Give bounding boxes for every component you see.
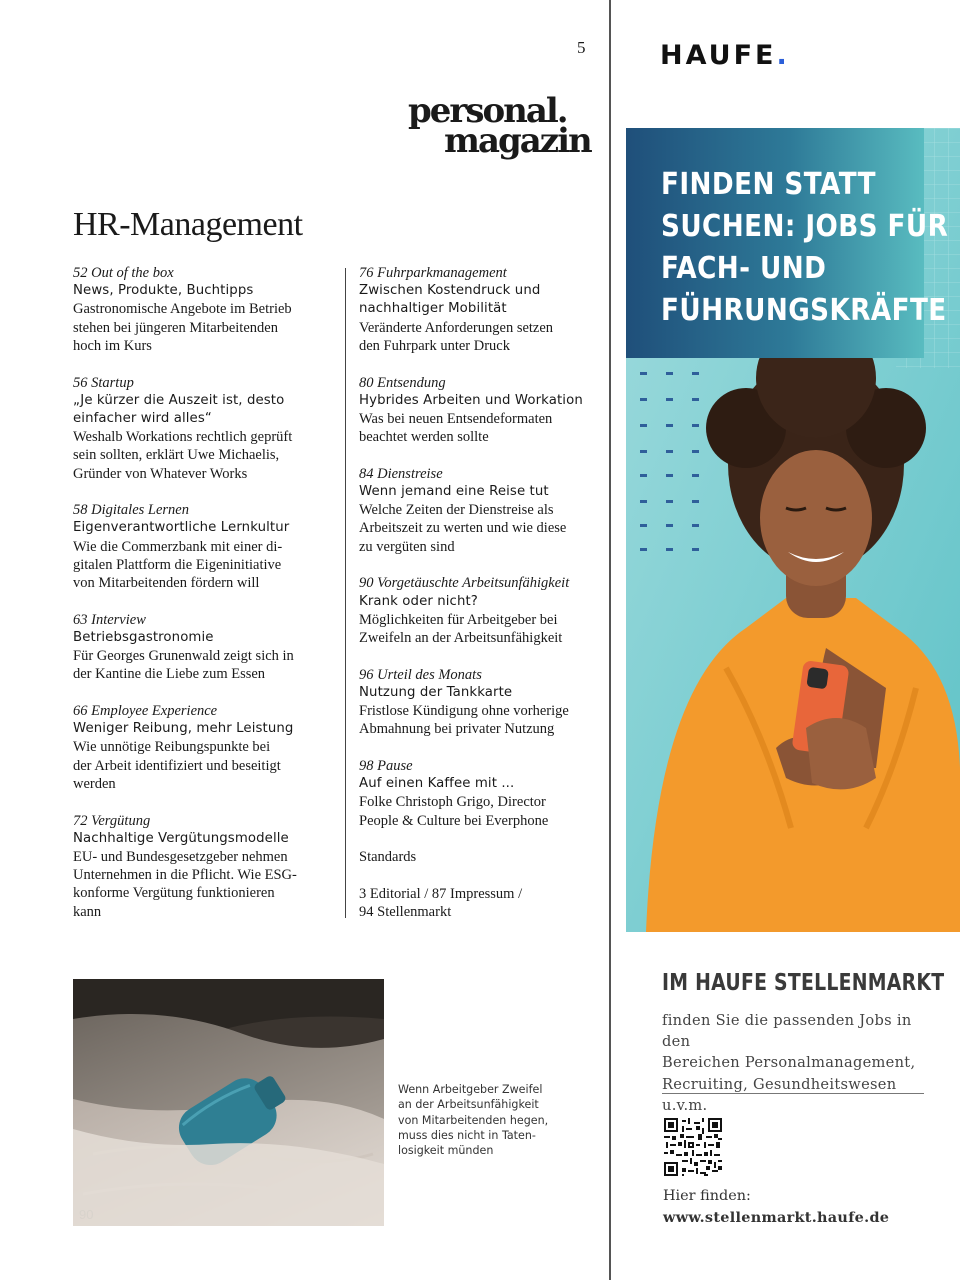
toc-entry-headline: News, Produkte, Buchtipps [73, 283, 254, 299]
toc-entry-teaser: sein sollten, erklärt Uwe Michaelis, [73, 447, 280, 464]
ad-description [662, 1010, 942, 1116]
toc-entry-teaser: Abmahnung bei privater Nutzung [359, 721, 555, 738]
toc-entry[interactable] [359, 264, 604, 355]
toc-entry-headline: Krank oder nicht? [359, 593, 478, 609]
toc-entry-rubric: 66 Employee Experience [73, 703, 218, 720]
ad-description-line: Bereichen Personalmanagement, [662, 1054, 916, 1072]
toc-entry-headline: Hybrides Arbeiten und Workation [359, 392, 583, 408]
toc-entry-teaser: kann [73, 903, 102, 920]
ad-headline-banner [626, 128, 949, 358]
toc-entry-teaser: Unternehmen in die Pflicht. Wie ESG- [73, 867, 297, 884]
toc-entry[interactable] [73, 812, 343, 921]
toc-entry-teaser: Welche Zeiten der Dienstreise als [359, 502, 554, 519]
toc-entry-headline: Nutzung der Tankkarte [359, 684, 513, 700]
toc-entry-rubric: 58 Digitales Lernen [73, 502, 189, 519]
page-divider [609, 0, 611, 1280]
toc-entry[interactable] [359, 465, 604, 556]
job-market-ad[interactable] [626, 128, 960, 932]
ad-headline-line: FACH- UND [661, 251, 827, 286]
toc-column-left [73, 264, 343, 939]
ad-rule [662, 1093, 924, 1094]
magazine-logo [408, 91, 594, 161]
toc-entry[interactable] [73, 611, 343, 684]
haufe-logo-dot: . [776, 40, 787, 71]
toc-column-right [359, 264, 604, 940]
toc-entry[interactable] [359, 574, 604, 647]
toc-entry-teaser: beachtet werden sollte [359, 429, 489, 446]
toc-entry-rubric: 90 Vorgetäuschte Arbeitsunfähigkeit [359, 575, 570, 592]
toc-entry-teaser: den Fuhrpark unter Druck [359, 337, 510, 354]
toc-entry-teaser: Folke Christoph Grigo, Director [359, 794, 546, 811]
haufe-logo-text: HAUFE [660, 40, 777, 71]
toc-entry-headline: Zwischen Kostendruck und [359, 283, 541, 299]
toc-entry-teaser: Fristlose Kündigung ohne vorherige [359, 703, 569, 720]
toc-entry-teaser: Zweifeln an der Arbeitsunfähigkeit [359, 629, 563, 646]
toc-entry[interactable] [359, 885, 604, 921]
toc-entry[interactable] [359, 757, 604, 830]
toc-entry-headline: Wenn jemand eine Reise tut [359, 484, 549, 500]
toc-entry-teaser: zu vergüten sind [359, 538, 455, 555]
toc-entry[interactable] [359, 666, 604, 739]
toc-entry[interactable] [73, 501, 343, 592]
toc-entry-headline: Betriebsgastronomie [73, 629, 214, 645]
toc-entry-teaser: Für Georges Grunenwald zeigt sich in [73, 648, 294, 665]
toc-entry[interactable] [73, 702, 343, 793]
toc-entry-rubric: 63 Interview [73, 611, 146, 628]
caption-line: muss dies nicht in Taten- [398, 1128, 536, 1142]
toc-entry-teaser: Weshalb Workations rechtlich geprüft [73, 429, 293, 446]
section-title: HR-Management [73, 206, 303, 243]
toc-entry-headline: nachhaltiger Mobilität [359, 301, 507, 317]
toc-entry-teaser: der Kantine die Liebe zum Essen [73, 666, 266, 683]
toc-entry-headline: Weniger Reibung, mehr Leistung [73, 721, 294, 737]
toc-entry-headline: „Je kürzer die Auszeit ist, desto [73, 392, 285, 408]
ad-description-line: Recruiting, Gesundheitswesen u.v.m. [662, 1075, 897, 1114]
page-number: 5 [577, 38, 586, 57]
magazine-logo-line1: personal. [408, 91, 567, 131]
toc-entry-teaser: von Mitarbeitenden fördern will [73, 575, 260, 592]
toc-entry-teaser: 94 Stellenmarkt [359, 904, 452, 921]
toc-entry-headline: Auf einen Kaffee mit ... [359, 776, 515, 792]
ad-subtitle: IM HAUFE STELLENMARKT [662, 970, 945, 996]
caption-line: Wenn Arbeitgeber Zweifel [398, 1083, 543, 1096]
toc-entry-headline: einfacher wird alles“ [73, 410, 212, 426]
toc-entry-teaser: stehen bei jüngeren Mitarbeitenden [73, 319, 278, 336]
haufe-logo [660, 40, 787, 71]
ad-url-link[interactable]: www.stellenmarkt.haufe.de [663, 1209, 890, 1226]
toc-entry-rubric: 72 Vergütung [73, 812, 151, 829]
toc-entry[interactable] [73, 374, 343, 483]
toc-entry-teaser: Gründer von Whatever Works [73, 465, 248, 482]
ad-headline-line: FÜHRUNGSKRÄFTE [661, 293, 947, 328]
toc-entry-teaser: Wie unnötige Reibungspunkte bei [73, 739, 271, 756]
toc-entry-rubric: 80 Entsendung [359, 374, 446, 391]
toc-entry-rubric: 52 Out of the box [73, 265, 174, 281]
hot-water-bottle-image [73, 979, 384, 1226]
toc-entry[interactable] [359, 848, 604, 866]
toc-entry-teaser: hoch im Kurs [73, 337, 152, 354]
toc-entry-rubric: 56 Startup [73, 374, 134, 391]
toc-entry-teaser: Veränderte Anforderungen setzen [359, 319, 554, 336]
caption-line: losigkeit münden [398, 1144, 494, 1158]
toc-entry-teaser: EU- und Bundesgesetzgeber nehmen [73, 848, 288, 865]
toc-entry-teaser: Was bei neuen Entsendeformaten [359, 410, 553, 427]
toc-entry-rubric: 98 Pause [359, 757, 413, 774]
toc-entry-teaser: gitalen Plattform die Eigeninitiative [73, 556, 282, 573]
toc-entry[interactable] [359, 374, 604, 447]
caption-line: von Mitarbeitenden hegen, [398, 1113, 549, 1127]
toc-entry-teaser: Wie die Commerzbank mit einer di- [73, 538, 283, 555]
article-photo [73, 979, 384, 1226]
magazine-logo-line2: magazin [444, 121, 591, 161]
ad-headline [661, 164, 948, 332]
toc-entry-teaser: 3 Editorial / 87 Impressum / [359, 885, 523, 902]
ad-find-label: Hier finden: [663, 1188, 751, 1204]
photo-page-reference: 90 [79, 1207, 94, 1222]
ad-description-line: finden Sie die passenden Jobs in den [662, 1012, 912, 1051]
toc-entry-rubric: 96 Urteil des Monats [359, 666, 482, 683]
photo-caption [398, 1082, 563, 1158]
toc-entry-teaser: Möglichkeiten für Arbeitgeber bei [359, 611, 558, 628]
toc-entry-rubric: 76 Fuhrparkmanagement [359, 265, 507, 281]
toc-entry-teaser: Standards [359, 849, 417, 866]
toc-entry-headline: Nachhaltige Vergütungsmodelle [73, 830, 289, 846]
toc-entry-teaser: Arbeitszeit zu werten und wie diese [359, 520, 567, 537]
toc-entry-teaser: werden [73, 775, 116, 792]
ad-headline-line: SUCHEN: JOBS FÜR [661, 209, 949, 244]
qr-code-icon[interactable] [664, 1118, 722, 1176]
toc-entry-teaser: Gastronomische Angebote im Betrieb [73, 301, 292, 318]
ad-headline-line: FINDEN STATT [661, 167, 876, 202]
toc-entry-rubric: 84 Dienstreise [359, 465, 443, 482]
toc-entry[interactable] [73, 264, 343, 355]
toc-entry-teaser: konforme Vergütung funktionieren [73, 885, 275, 902]
toc-column-rule [345, 268, 346, 918]
toc-entry-teaser: People & Culture bei Everphone [359, 812, 549, 829]
toc-entry-headline: Eigenverantwortliche Lernkultur [73, 520, 290, 536]
toc-entry-teaser: der Arbeit identifiziert und beseitigt [73, 757, 281, 774]
caption-line: an der Arbeitsunfähigkeit [398, 1098, 539, 1112]
